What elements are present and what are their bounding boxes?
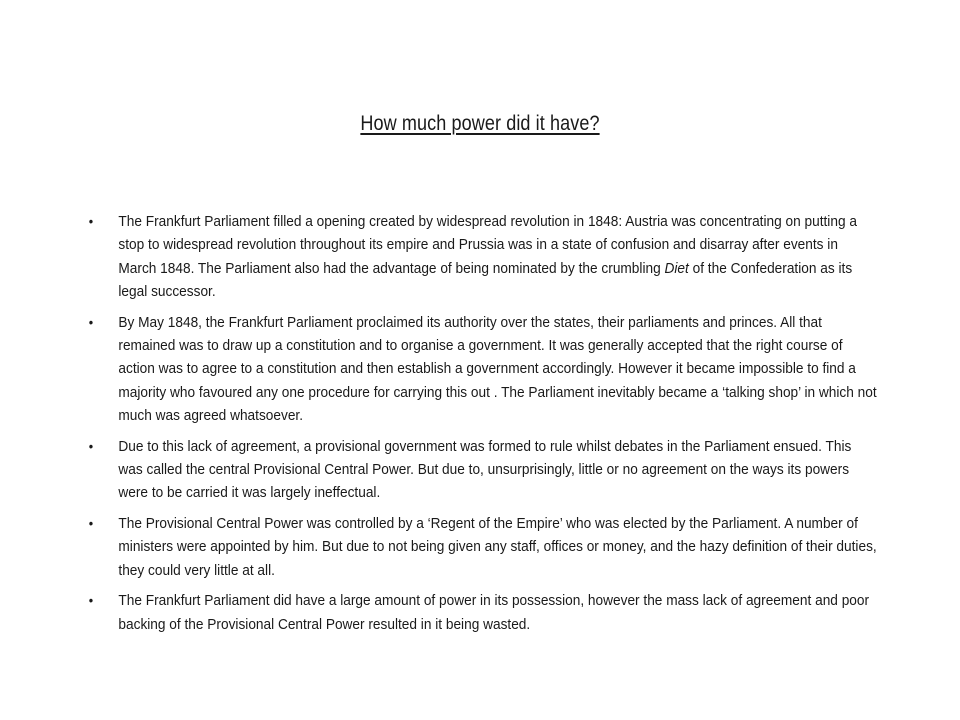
bullet-text: The Frankfurt Parliament did have a large amount of power in its possession, however the mass lack of agreement and poor backing of the Provisional Central Power resulted in it being wasted. [118, 592, 870, 633]
slide-title: How much power did it have? [360, 112, 600, 135]
bullet-text-part: of the Confederation as its legal successor. [118, 259, 853, 301]
bullet-dot-icon: • [88, 592, 94, 609]
bullet-item [86, 311, 878, 428]
bullet-dot-icon: • [88, 437, 94, 454]
bullet-dot-icon: • [88, 313, 94, 330]
bullet-list [86, 210, 878, 643]
bullet-dot-icon: • [88, 213, 94, 229]
bullet-dot-icon: • [88, 514, 94, 531]
bullet-item [86, 435, 878, 505]
bullet-text: Due to this lack of agreement, a provisional government was formed to rule whilst debates in the Parliament ensued. This was called the central Provisional Central Power. But due to, unsurprisingly, little or no agreement on the ways its powers were to be carried it was largely ineffectual. [118, 437, 852, 502]
bullet-text-part: The Frankfurt Parliament filled a opening created by widespread revolution in 1848: Austria was concentrating on putting a stop to widespread revolution throughout its empire and Prussia was in a state of confusion and disarray after events in March 1848. The Parliament also had the advantage of being nominated by the crumbling [118, 213, 857, 277]
bullet-item [86, 589, 878, 636]
bullet-text [118, 213, 857, 300]
bullet-text: By May 1848, the Frankfurt Parliament proclaimed its authority over the states, their parliaments and princes. All that remained was to draw up a constitution and to organise a government. It was generally accepted that the right course of action was to agree to a constitution and then establish a government accordingly. However it became impossible to find a majority who favoured any one procedure for carrying this out . The Parliament inevitably became a ‘talking shop’ in which not much was agreed whatsoever. [118, 313, 877, 425]
bullet-item [86, 210, 878, 304]
bullet-text: The Provisional Central Power was controlled by a ‘Regent of the Empire’ who was elected by the Parliament. A number of ministers were appointed by him. But due to not being given any staff, offices or money, and the hazy definition of their duties, they could very little at all. [118, 514, 877, 579]
emphasized-text: Diet [664, 259, 689, 277]
bullet-item [86, 512, 878, 582]
